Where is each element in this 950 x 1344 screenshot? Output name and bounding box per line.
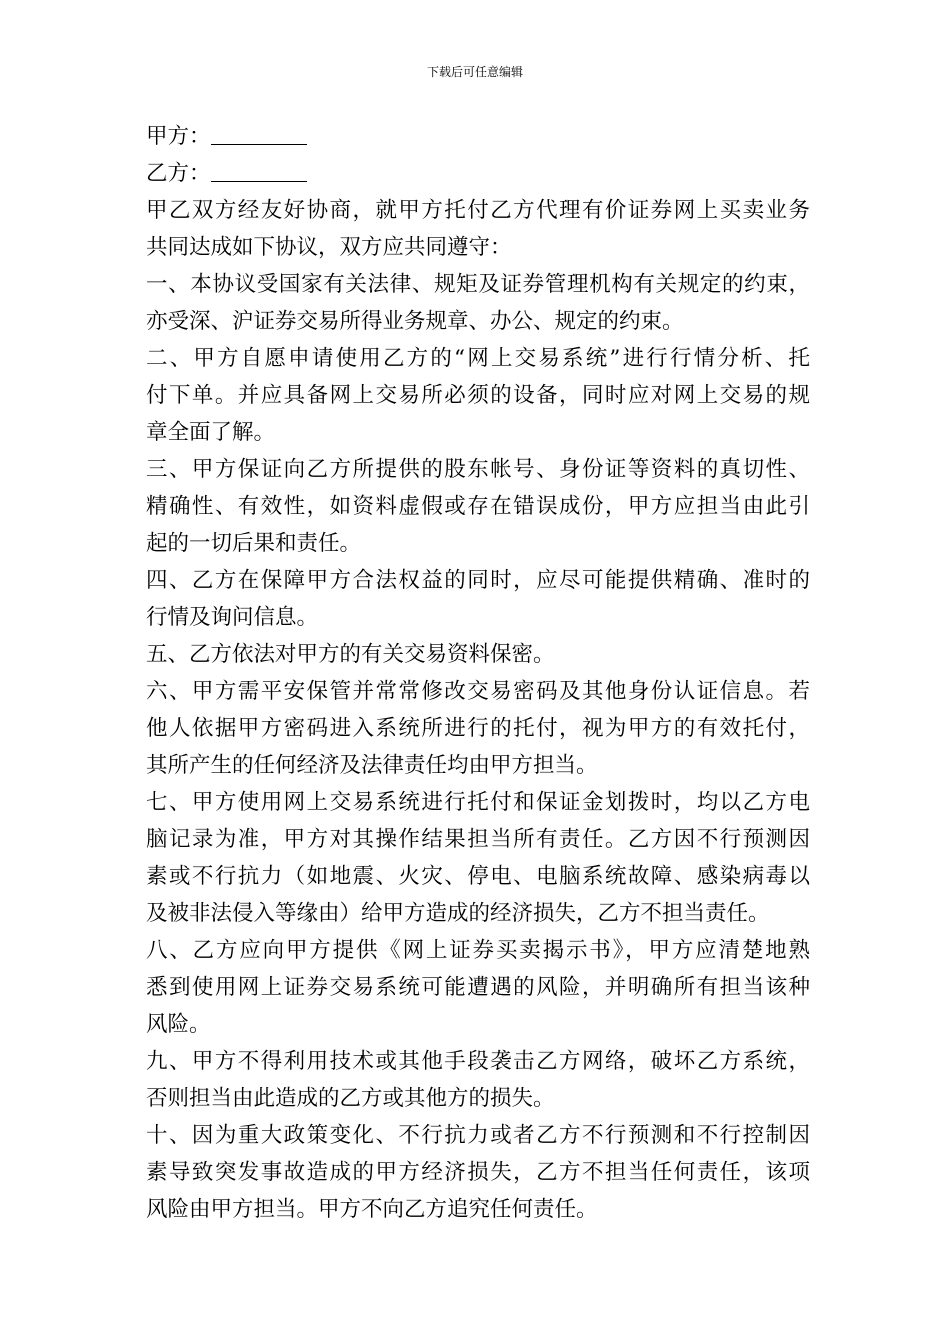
paragraph-line: 四、乙方在保障甲方合法权益的同时，应尽可能提供精确、准时的 bbox=[146, 568, 810, 593]
party-b-label: 乙方： bbox=[146, 161, 211, 186]
paragraph-line: 起的一切后果和责任。 bbox=[146, 531, 362, 556]
paragraph-line: 风险由甲方担当。甲方不向乙方追究任何责任。 bbox=[146, 1197, 598, 1222]
paragraph-line: 及被非法侵入等缘由）给甲方造成的经济损失，乙方不担当责任。 bbox=[146, 901, 770, 926]
clause-paragraph bbox=[146, 932, 810, 1043]
document-body bbox=[146, 118, 810, 1228]
paragraph-line: 素导致突发事故造成的甲方经济损失，乙方不担当任何责任，该项 bbox=[146, 1160, 810, 1185]
paragraph-line: 共同达成如下协议，双方应共同遵守： bbox=[146, 235, 512, 260]
party-b-blank bbox=[211, 159, 307, 182]
intro-paragraph bbox=[146, 192, 810, 266]
paragraph-line: 五、乙方依法对甲方的有关交易资料保密。 bbox=[146, 642, 555, 667]
paragraph-line: 付下单。并应具备网上交易所必须的设备，同时应对网上交易的规 bbox=[146, 383, 810, 408]
party-a-line bbox=[146, 118, 810, 155]
paragraph-line: 亦受深、沪证券交易所得业务规章、办公、规定的约束。 bbox=[146, 309, 684, 334]
clause-paragraph bbox=[146, 1117, 810, 1228]
page-header: 下载后可任意编辑 bbox=[426, 65, 523, 79]
paragraph-line: 悉到使用网上证券交易系统可能遭遇的风险，并明确所有担当该种 bbox=[146, 975, 810, 1000]
paragraph-line: 否则担当由此造成的乙方或其他方的损失。 bbox=[146, 1086, 555, 1111]
paragraph-line: 六、甲方需平安保管并常常修改交易密码及其他身份认证信息。若 bbox=[146, 679, 810, 704]
paragraph-line: 一、本协议受国家有关法律、规矩及证券管理机构有关规定的约束， bbox=[146, 272, 810, 297]
clause-paragraph bbox=[146, 1043, 810, 1117]
paragraph-line: 七、甲方使用网上交易系统进行托付和保证金划拨时，均以乙方电 bbox=[146, 790, 810, 815]
paragraph-line: 精确性、有效性，如资料虚假或存在错误成份，甲方应担当由此引 bbox=[146, 494, 810, 519]
paragraph-line: 脑记录为准，甲方对其操作结果担当所有责任。乙方因不行预测因 bbox=[146, 827, 810, 852]
paragraph-line: 二、甲方自愿申请使用乙方的“网上交易系统”进行行情分析、托 bbox=[146, 346, 810, 371]
paragraph-line: 九、甲方不得利用技术或其他手段袭击乙方网络，破坏乙方系统， bbox=[146, 1049, 810, 1074]
clause-paragraph bbox=[146, 673, 810, 784]
party-b-line bbox=[146, 155, 810, 192]
paragraph-line: 他人依据甲方密码进入系统所进行的托付，视为甲方的有效托付， bbox=[146, 716, 810, 741]
paragraph-line: 十、因为重大政策变化、不行抗力或者乙方不行预测和不行控制因 bbox=[146, 1123, 810, 1148]
paragraph-line: 行情及询问信息。 bbox=[146, 605, 319, 630]
clause-paragraph bbox=[146, 784, 810, 932]
clause-paragraph bbox=[146, 562, 810, 636]
party-a-blank bbox=[211, 122, 307, 145]
party-a-label: 甲方： bbox=[146, 124, 211, 149]
paragraph-line: 其所产生的任何经济及法律责任均由甲方担当。 bbox=[146, 753, 598, 778]
paragraph-line: 章全面了解。 bbox=[146, 420, 276, 445]
paragraph-line: 风险。 bbox=[146, 1012, 211, 1037]
paragraph-line: 甲乙双方经友好协商，就甲方托付乙方代理有价证券网上买卖业务 bbox=[146, 198, 810, 223]
paragraph-line: 三、甲方保证向乙方所提供的股东帐号、身份证等资料的真切性、 bbox=[146, 457, 810, 482]
paragraph-line: 八、乙方应向甲方提供《网上证券买卖揭示书》，甲方应清楚地熟 bbox=[146, 938, 810, 963]
clause-paragraph bbox=[146, 451, 810, 562]
clause-paragraph bbox=[146, 340, 810, 451]
clause-list bbox=[146, 192, 810, 1228]
clause-paragraph bbox=[146, 266, 810, 340]
paragraph-line: 素或不行抗力（如地震、火灾、停电、电脑系统故障、感染病毒以 bbox=[146, 864, 810, 889]
clause-paragraph bbox=[146, 636, 810, 673]
